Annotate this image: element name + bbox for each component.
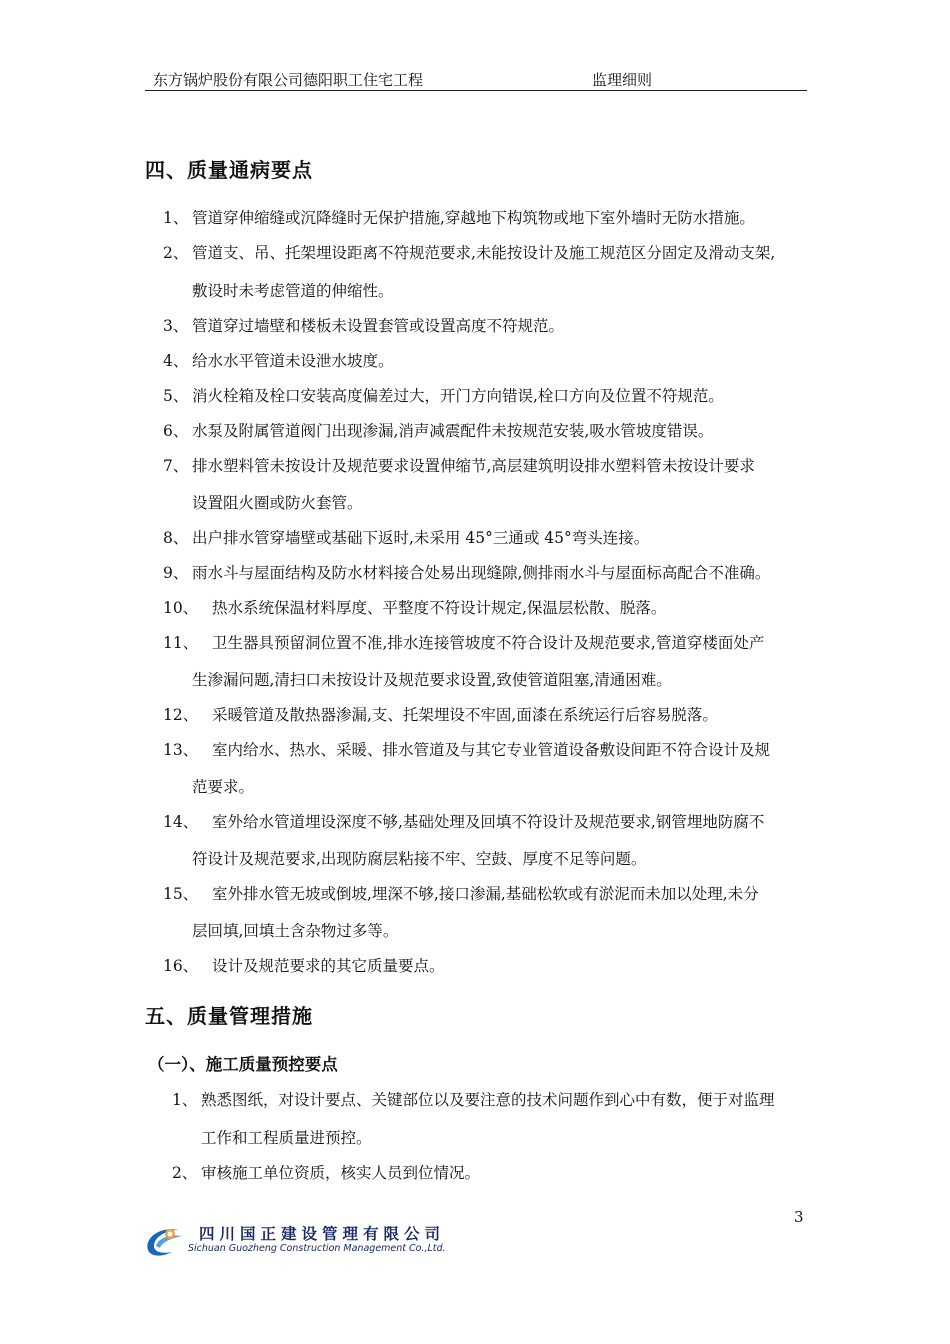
item-number: 6、 — [163, 422, 189, 440]
item-text: 热水系统保温材料厚度、平整度不符设计规定,保温层松散、脱落。 — [212, 599, 667, 617]
item-continuation: 敷设时未考虑管道的伸缩性。 — [192, 282, 394, 300]
item-continuation: 工作和工程质量进预控。 — [201, 1129, 372, 1147]
company-logo — [142, 1220, 472, 1262]
item-number: 7、 — [163, 457, 189, 475]
header-project-title: 东方锅炉股份有限公司德阳职工住宅工程 — [153, 71, 424, 89]
item-text: 卫生器具预留洞位置不准,排水连接管坡度不符合设计及规范要求,管道穿楼面处产 — [212, 634, 765, 652]
item-number: 12、 — [163, 706, 199, 724]
item-number: 8、 — [163, 529, 189, 547]
item-text: 室内给水、热水、采暖、排水管道及与其它专业管道设备敷设间距不符合设计及规 — [212, 741, 771, 759]
item-text: 给水水平管道未设泄水坡度。 — [192, 352, 394, 370]
item-text: 采暖管道及散热器渗漏,支、托架埋设不牢固,面漆在系统运行后容易脱落。 — [212, 706, 718, 724]
item-number: 1、 — [163, 209, 189, 227]
item-text: 出户排水管穿墙壁或基础下返时,未采用 45°三通或 45°弯头连接。 — [192, 529, 650, 547]
header-doc-type: 监理细则 — [592, 71, 653, 89]
item-number: 2、 — [163, 244, 189, 262]
item-number: 16、 — [163, 957, 199, 975]
item-text: 室外给水管道埋设深度不够,基础处理及回填不符设计及规范要求,钢管埋地防腐不 — [212, 813, 765, 831]
swoosh-icon — [142, 1220, 190, 1262]
item-text: 审核施工单位资质，核实人员到位情况。 — [201, 1164, 481, 1182]
item-number: 1、 — [172, 1091, 198, 1109]
item-number: 10、 — [163, 599, 199, 617]
item-number: 13、 — [163, 741, 199, 759]
logo-chinese-name: 四川国正建设管理有限公司 — [199, 1225, 446, 1243]
item-number: 14、 — [163, 813, 199, 831]
item-text: 管道穿过墙壁和楼板未设置套管或设置高度不符规范。 — [192, 317, 565, 335]
item-text: 雨水斗与屋面结构及防水材料接合处易出现缝隙,侧排雨水斗与屋面标高配合不准确。 — [192, 564, 771, 582]
item-text: 管道支、吊、托架埋设距离不符规范要求,未能按设计及施工规范区分固定及滑动支架, — [192, 244, 776, 262]
item-number: 15、 — [163, 885, 199, 903]
item-text: 排水塑料管未按设计及规范要求设置伸缩节,高层建筑明设排水塑料管未按设计要求 — [192, 457, 755, 475]
section-5-subtitle: （一）、施工质量预控要点 — [148, 1055, 338, 1074]
item-text: 熟悉图纸，对设计要点、关键部位以及要注意的技术问题作到心中有数，便于对监理 — [201, 1091, 775, 1109]
item-number: 2、 — [172, 1164, 198, 1182]
item-continuation: 范要求。 — [192, 778, 255, 796]
section-4-title: 四、质量通病要点 — [145, 158, 313, 182]
item-number: 4、 — [163, 352, 189, 370]
item-text: 管道穿伸缩缝或沉降缝时无保护措施,穿越地下构筑物或地下室外墙时无防水措施。 — [192, 209, 755, 227]
item-text: 室外排水管无坡或倒坡,埋深不够,接口渗漏,基础松软或有淤泥而未加以处理,未分 — [212, 885, 759, 903]
page-header — [145, 68, 807, 91]
item-continuation: 生渗漏问题,清扫口未按设计及规范要求设置,致使管道阻塞,清通困难。 — [192, 671, 672, 689]
item-text: 水泵及附属管道阀门出现渗漏,消声减震配件未按规范安装,吸水管坡度错误。 — [192, 422, 714, 440]
section-5-title: 五、质量管理措施 — [145, 1004, 313, 1028]
item-number: 5、 — [163, 387, 189, 405]
item-continuation: 符设计及规范要求,出现防腐层粘接不牢、空鼓、厚度不足等问题。 — [192, 850, 647, 868]
page-number: 3 — [794, 1208, 804, 1226]
item-text: 消火栓箱及栓口安装高度偏差过大，开门方向错误,栓口方向及位置不符规范。 — [192, 387, 724, 405]
logo-english-name: Sichuan Guozheng Construction Management Co.,Ltd. — [188, 1243, 446, 1254]
item-number: 3、 — [163, 317, 189, 335]
item-number: 9、 — [163, 564, 189, 582]
item-continuation: 设置阻火圈或防火套管。 — [192, 494, 363, 512]
item-number: 11、 — [163, 634, 199, 652]
item-text: 设计及规范要求的其它质量要点。 — [212, 957, 445, 975]
item-continuation: 层回填,回填土含杂物过多等。 — [192, 922, 399, 940]
